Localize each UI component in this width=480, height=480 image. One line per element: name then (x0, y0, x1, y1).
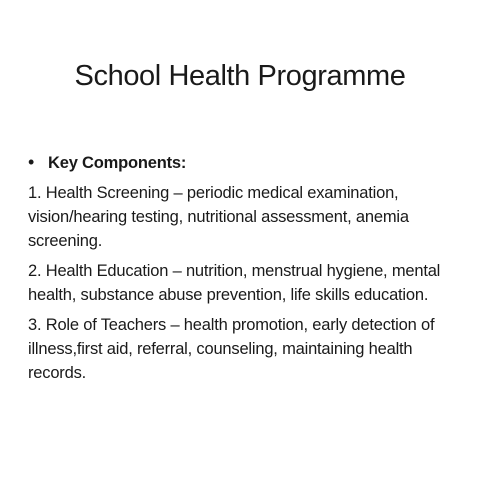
bullet-heading: Key Components: (48, 154, 187, 172)
component-item-role-of-teachers (28, 313, 458, 385)
bullet-heading-line (28, 150, 458, 175)
component-item-health-education (28, 259, 458, 307)
slide-content (28, 150, 458, 385)
item-line: records. (28, 364, 87, 382)
slide-title: School Health Programme (74, 60, 406, 92)
item-line: health, substance abuse prevention, life skills education. (28, 286, 429, 304)
item-line: 3. Role of Teachers – health promotion, early detection of (28, 316, 435, 334)
bullet-icon: • (28, 152, 35, 172)
item-line: illness,first aid, referral, counseling, maintaining health (28, 340, 413, 358)
item-line: vision/hearing testing, nutritional assessment, anemia (28, 208, 409, 226)
item-line: screening. (28, 232, 103, 250)
item-line: 2. Health Education – nutrition, menstrual hygiene, mental (28, 262, 441, 280)
item-line: 1. Health Screening – periodic medical examination, (28, 184, 399, 202)
component-item-health-screening (28, 181, 458, 253)
